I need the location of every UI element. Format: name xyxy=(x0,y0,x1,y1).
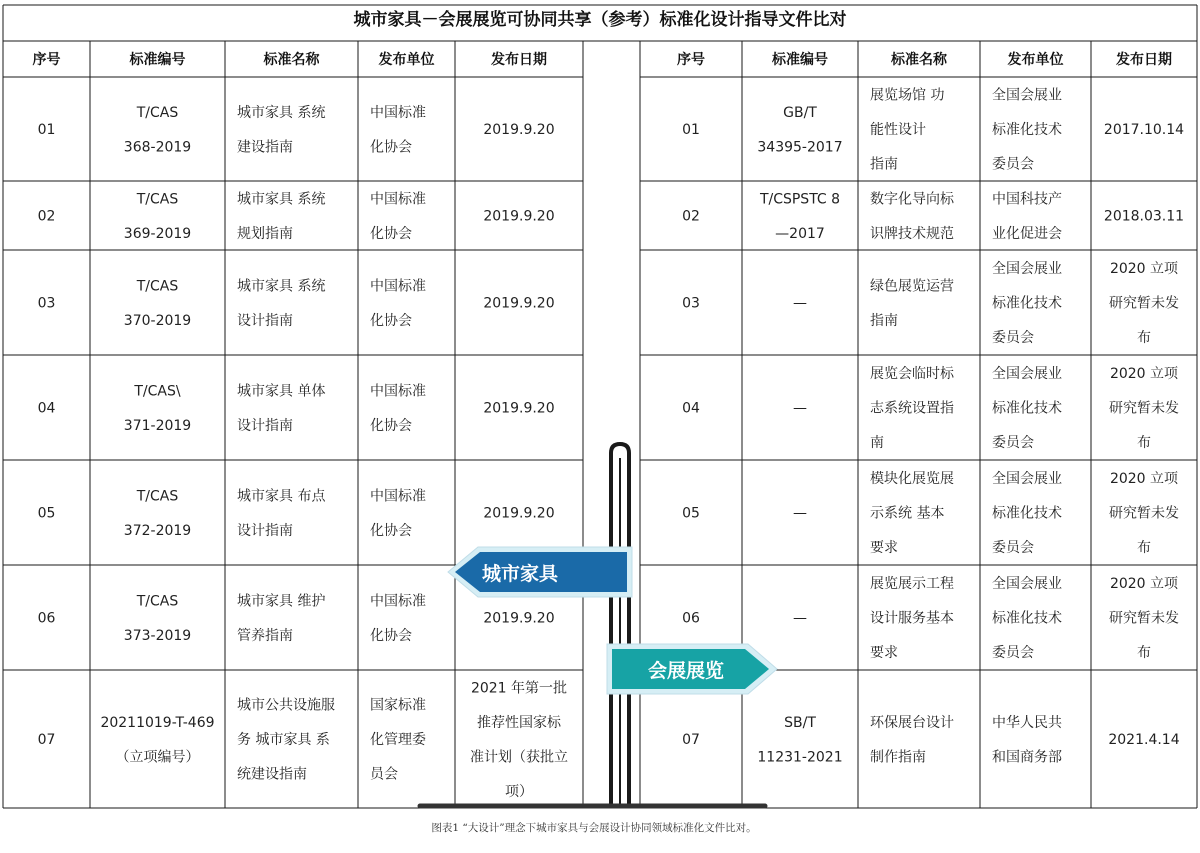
left-cell-unit: 化协会 xyxy=(370,627,412,644)
left-cell-code: 368-2019 xyxy=(123,139,192,156)
left-header-cell: 发布单位 xyxy=(378,52,435,68)
left-cell-name: 城市家具 维护 xyxy=(237,593,326,610)
left-cell-name: 城市家具 系统 xyxy=(237,191,326,208)
right-cell-date: 布 xyxy=(1137,435,1151,451)
left-cell-no: 02 xyxy=(37,208,56,225)
right-cell-no: 06 xyxy=(682,610,700,627)
right-cell-unit: 标准化技术 xyxy=(992,295,1062,312)
right-cell-unit: 标准化技术 xyxy=(992,400,1062,417)
right-cell-unit: 委员会 xyxy=(992,540,1034,556)
right-cell-code: SB/T xyxy=(784,714,816,731)
left-cell-date: 2019.9.20 xyxy=(483,122,555,138)
left-cell-date: 推荐性国家标 xyxy=(477,714,561,731)
table-row xyxy=(38,104,555,156)
left-sign-label: 城市家具 xyxy=(481,563,559,585)
table-row xyxy=(682,365,1179,451)
right-cell-unit: 委员会 xyxy=(992,330,1034,346)
left-cell-code: T/CAS xyxy=(136,593,179,610)
left-cell-unit: 中国标准 xyxy=(370,383,426,400)
right-cell-unit: 全国会展业 xyxy=(992,471,1062,487)
left-cell-name: 统建设指南 xyxy=(237,766,307,783)
table-row xyxy=(38,679,568,800)
left-cell-code: （立项编号） xyxy=(115,749,200,766)
right-header-cell: 标准名称 xyxy=(891,52,947,68)
right-cell-unit: 全国会展业 xyxy=(992,261,1062,277)
left-header-cell: 发布日期 xyxy=(491,52,547,68)
right-cell-code: 34395-2017 xyxy=(757,139,843,156)
left-cell-no: 07 xyxy=(37,732,56,748)
right-cell-name: 要求 xyxy=(870,645,898,661)
left-cell-name: 设计指南 xyxy=(237,522,293,539)
right-cell-date: 2020 立项 xyxy=(1109,366,1179,382)
right-cell-no: 05 xyxy=(682,505,700,522)
right-cell-no: 03 xyxy=(682,295,700,312)
left-cell-date: 准计划（获批立 xyxy=(470,749,568,766)
right-cell-no: 01 xyxy=(682,122,700,138)
right-cell-unit: 标准化技术 xyxy=(992,505,1062,522)
right-cell-unit: 委员会 xyxy=(992,435,1034,451)
left-cell-code: T/CAS xyxy=(136,488,179,505)
left-cell-name: 城市家具 系统 xyxy=(237,278,326,295)
right-cell-name: 识牌技术规范 xyxy=(870,225,954,242)
left-cell-name: 城市公共设施服 xyxy=(237,697,335,714)
right-cell-name: 志系统设置指 xyxy=(870,400,954,417)
left-cell-name: 设计指南 xyxy=(237,417,293,434)
right-cell-date: 布 xyxy=(1137,645,1151,661)
right-cell-date: 研究暂未发 xyxy=(1109,295,1179,312)
right-cell-name: 绿色展览运营 xyxy=(870,278,954,295)
left-cell-name: 规划指南 xyxy=(237,225,293,242)
right-cell-name: 南 xyxy=(870,435,884,451)
left-cell-date: 项） xyxy=(505,783,533,800)
left-cell-unit: 中国标准 xyxy=(370,278,426,295)
right-cell-name: 能性设计 xyxy=(870,122,926,138)
table-title: 城市家具－会展展览可协同共享（参考）标准化设计指导文件比对 xyxy=(353,10,847,30)
right-cell-no: 04 xyxy=(682,400,700,417)
right-cell-date: 研究暂未发 xyxy=(1109,505,1179,522)
left-cell-unit: 化协会 xyxy=(370,139,412,156)
left-cell-no: 03 xyxy=(37,295,56,312)
right-cell-name: 展览场馆 功 xyxy=(870,87,945,104)
left-cell-name: 管养指南 xyxy=(237,627,293,644)
right-cell-name: 展览展示工程 xyxy=(870,576,954,592)
left-cell-code: T/CAS xyxy=(136,278,179,295)
table-row xyxy=(682,87,1184,173)
right-cell-no: 07 xyxy=(682,732,700,748)
right-cell-date: 2017.10.14 xyxy=(1103,122,1185,138)
left-cell-unit: 化协会 xyxy=(370,312,412,329)
left-cell-unit: 中国标准 xyxy=(370,104,426,121)
left-cell-no: 05 xyxy=(37,505,56,522)
left-cell-name: 城市家具 系统 xyxy=(237,104,326,121)
left-cell-date: 2019.9.20 xyxy=(483,208,555,225)
right-cell-code: — xyxy=(793,400,807,417)
table-row xyxy=(682,470,1179,556)
left-cell-code: 369-2019 xyxy=(123,225,192,242)
left-cell-unit: 国家标准 xyxy=(370,697,426,714)
right-cell-unit: 委员会 xyxy=(992,645,1034,661)
left-cell-date: 2019.9.20 xyxy=(483,400,555,417)
left-cell-date: 2021 年第一批 xyxy=(470,680,568,697)
right-header-cell: 发布单位 xyxy=(1007,52,1064,68)
left-cell-code: 20211019-T-469 xyxy=(100,714,215,731)
right-cell-code: 11231-2021 xyxy=(757,749,843,766)
right-cell-date: 布 xyxy=(1137,540,1151,556)
left-cell-code: 372-2019 xyxy=(123,522,192,539)
right-cell-name: 制作指南 xyxy=(870,749,926,766)
right-cell-no: 02 xyxy=(682,208,700,225)
right-cell-date: 2020 立项 xyxy=(1109,471,1179,487)
table-row xyxy=(682,714,1180,766)
right-cell-date: 2020 立项 xyxy=(1109,576,1179,592)
right-cell-code: GB/T xyxy=(783,104,817,121)
left-cell-code: 373-2019 xyxy=(123,627,192,644)
right-cell-unit: 标准化技术 xyxy=(992,610,1062,627)
table-row xyxy=(38,592,555,644)
right-cell-name: 数字化导向标 xyxy=(870,191,954,208)
left-cell-no: 06 xyxy=(37,610,56,627)
left-cell-unit: 化协会 xyxy=(370,225,412,242)
table-row xyxy=(682,261,1179,346)
left-cell-date: 2019.9.20 xyxy=(483,505,555,522)
right-cell-date: 2020 立项 xyxy=(1109,261,1179,277)
table-row xyxy=(38,487,555,539)
right-header-cell: 序号 xyxy=(677,52,705,68)
table-header-row xyxy=(33,51,1173,68)
right-cell-unit: 全国会展业 xyxy=(992,576,1062,592)
right-cell-name: 示系统 基本 xyxy=(870,505,945,522)
left-cell-code: T/CAS xyxy=(136,191,179,208)
right-header-cell: 发布日期 xyxy=(1116,52,1172,68)
left-cell-unit: 化协会 xyxy=(370,417,412,434)
left-cell-code: T/CAS\ xyxy=(134,383,181,400)
right-cell-code: — xyxy=(793,505,807,522)
right-cell-date: 布 xyxy=(1137,330,1151,346)
left-cell-code: T/CAS xyxy=(136,104,179,121)
right-cell-code: —2017 xyxy=(775,225,825,242)
right-cell-name: 指南 xyxy=(870,312,898,329)
right-cell-unit: 标准化技术 xyxy=(992,122,1062,138)
table-row xyxy=(38,382,555,434)
right-cell-name: 展览会临时标 xyxy=(870,366,954,382)
left-cell-unit: 化管理委 xyxy=(370,732,426,748)
right-cell-date: 研究暂未发 xyxy=(1109,400,1179,417)
left-cell-name: 设计指南 xyxy=(237,312,293,329)
right-cell-code: — xyxy=(793,295,807,312)
right-cell-unit: 和国商务部 xyxy=(992,749,1062,766)
figure-caption: 图表1 “大设计”理念下城市家具与会展设计协同领域标准化文件比对。 xyxy=(431,822,757,834)
left-cell-name: 建设指南 xyxy=(237,139,293,156)
right-cell-name: 指南 xyxy=(870,156,898,173)
left-cell-code: 371-2019 xyxy=(123,417,192,434)
left-cell-code: 370-2019 xyxy=(123,312,192,329)
right-cell-unit: 委员会 xyxy=(992,156,1034,173)
left-cell-date: 2019.9.20 xyxy=(483,610,555,627)
right-cell-name: 环保展台设计 xyxy=(870,714,954,731)
left-header-cell: 标准名称 xyxy=(263,52,320,68)
table-row xyxy=(38,190,555,242)
table-row xyxy=(682,575,1179,661)
left-header-cell: 序号 xyxy=(32,52,61,68)
left-cell-name: 务 城市家具 系 xyxy=(237,732,330,748)
right-cell-date: 2021.4.14 xyxy=(1108,732,1180,748)
right-cell-date: 研究暂未发 xyxy=(1109,610,1179,627)
left-cell-unit: 员会 xyxy=(370,766,398,783)
right-header-cell: 标准编号 xyxy=(772,52,828,68)
right-cell-unit: 业化促进会 xyxy=(992,225,1062,242)
right-cell-unit: 全国会展业 xyxy=(992,87,1062,104)
left-cell-unit: 中国标准 xyxy=(370,191,426,208)
table-row xyxy=(38,277,555,329)
right-cell-date: 2018.03.11 xyxy=(1103,208,1185,225)
right-cell-name: 模块化展览展 xyxy=(870,471,954,487)
left-cell-name: 城市家具 布点 xyxy=(237,488,326,505)
right-cell-unit: 全国会展业 xyxy=(992,366,1062,382)
left-cell-date: 2019.9.20 xyxy=(483,295,555,312)
left-cell-name: 城市家具 单体 xyxy=(237,383,326,400)
table-row xyxy=(682,190,1184,242)
right-cell-unit: 中华人民共 xyxy=(992,714,1062,731)
right-cell-unit: 中国科技产 xyxy=(992,191,1062,208)
right-cell-code: — xyxy=(793,610,807,627)
right-cell-code: T/CSPSTC 8 xyxy=(759,191,841,208)
urban-furniture-standards-table xyxy=(38,104,568,800)
left-cell-unit: 化协会 xyxy=(370,522,412,539)
left-cell-unit: 中国标准 xyxy=(370,593,426,610)
right-cell-name: 设计服务基本 xyxy=(870,610,954,627)
left-header-cell: 标准编号 xyxy=(129,52,186,68)
left-cell-no: 04 xyxy=(37,400,56,417)
left-cell-unit: 中国标准 xyxy=(370,488,426,505)
right-sign-label: 会展展览 xyxy=(647,660,725,682)
right-cell-name: 要求 xyxy=(870,540,898,556)
left-cell-no: 01 xyxy=(37,122,56,138)
